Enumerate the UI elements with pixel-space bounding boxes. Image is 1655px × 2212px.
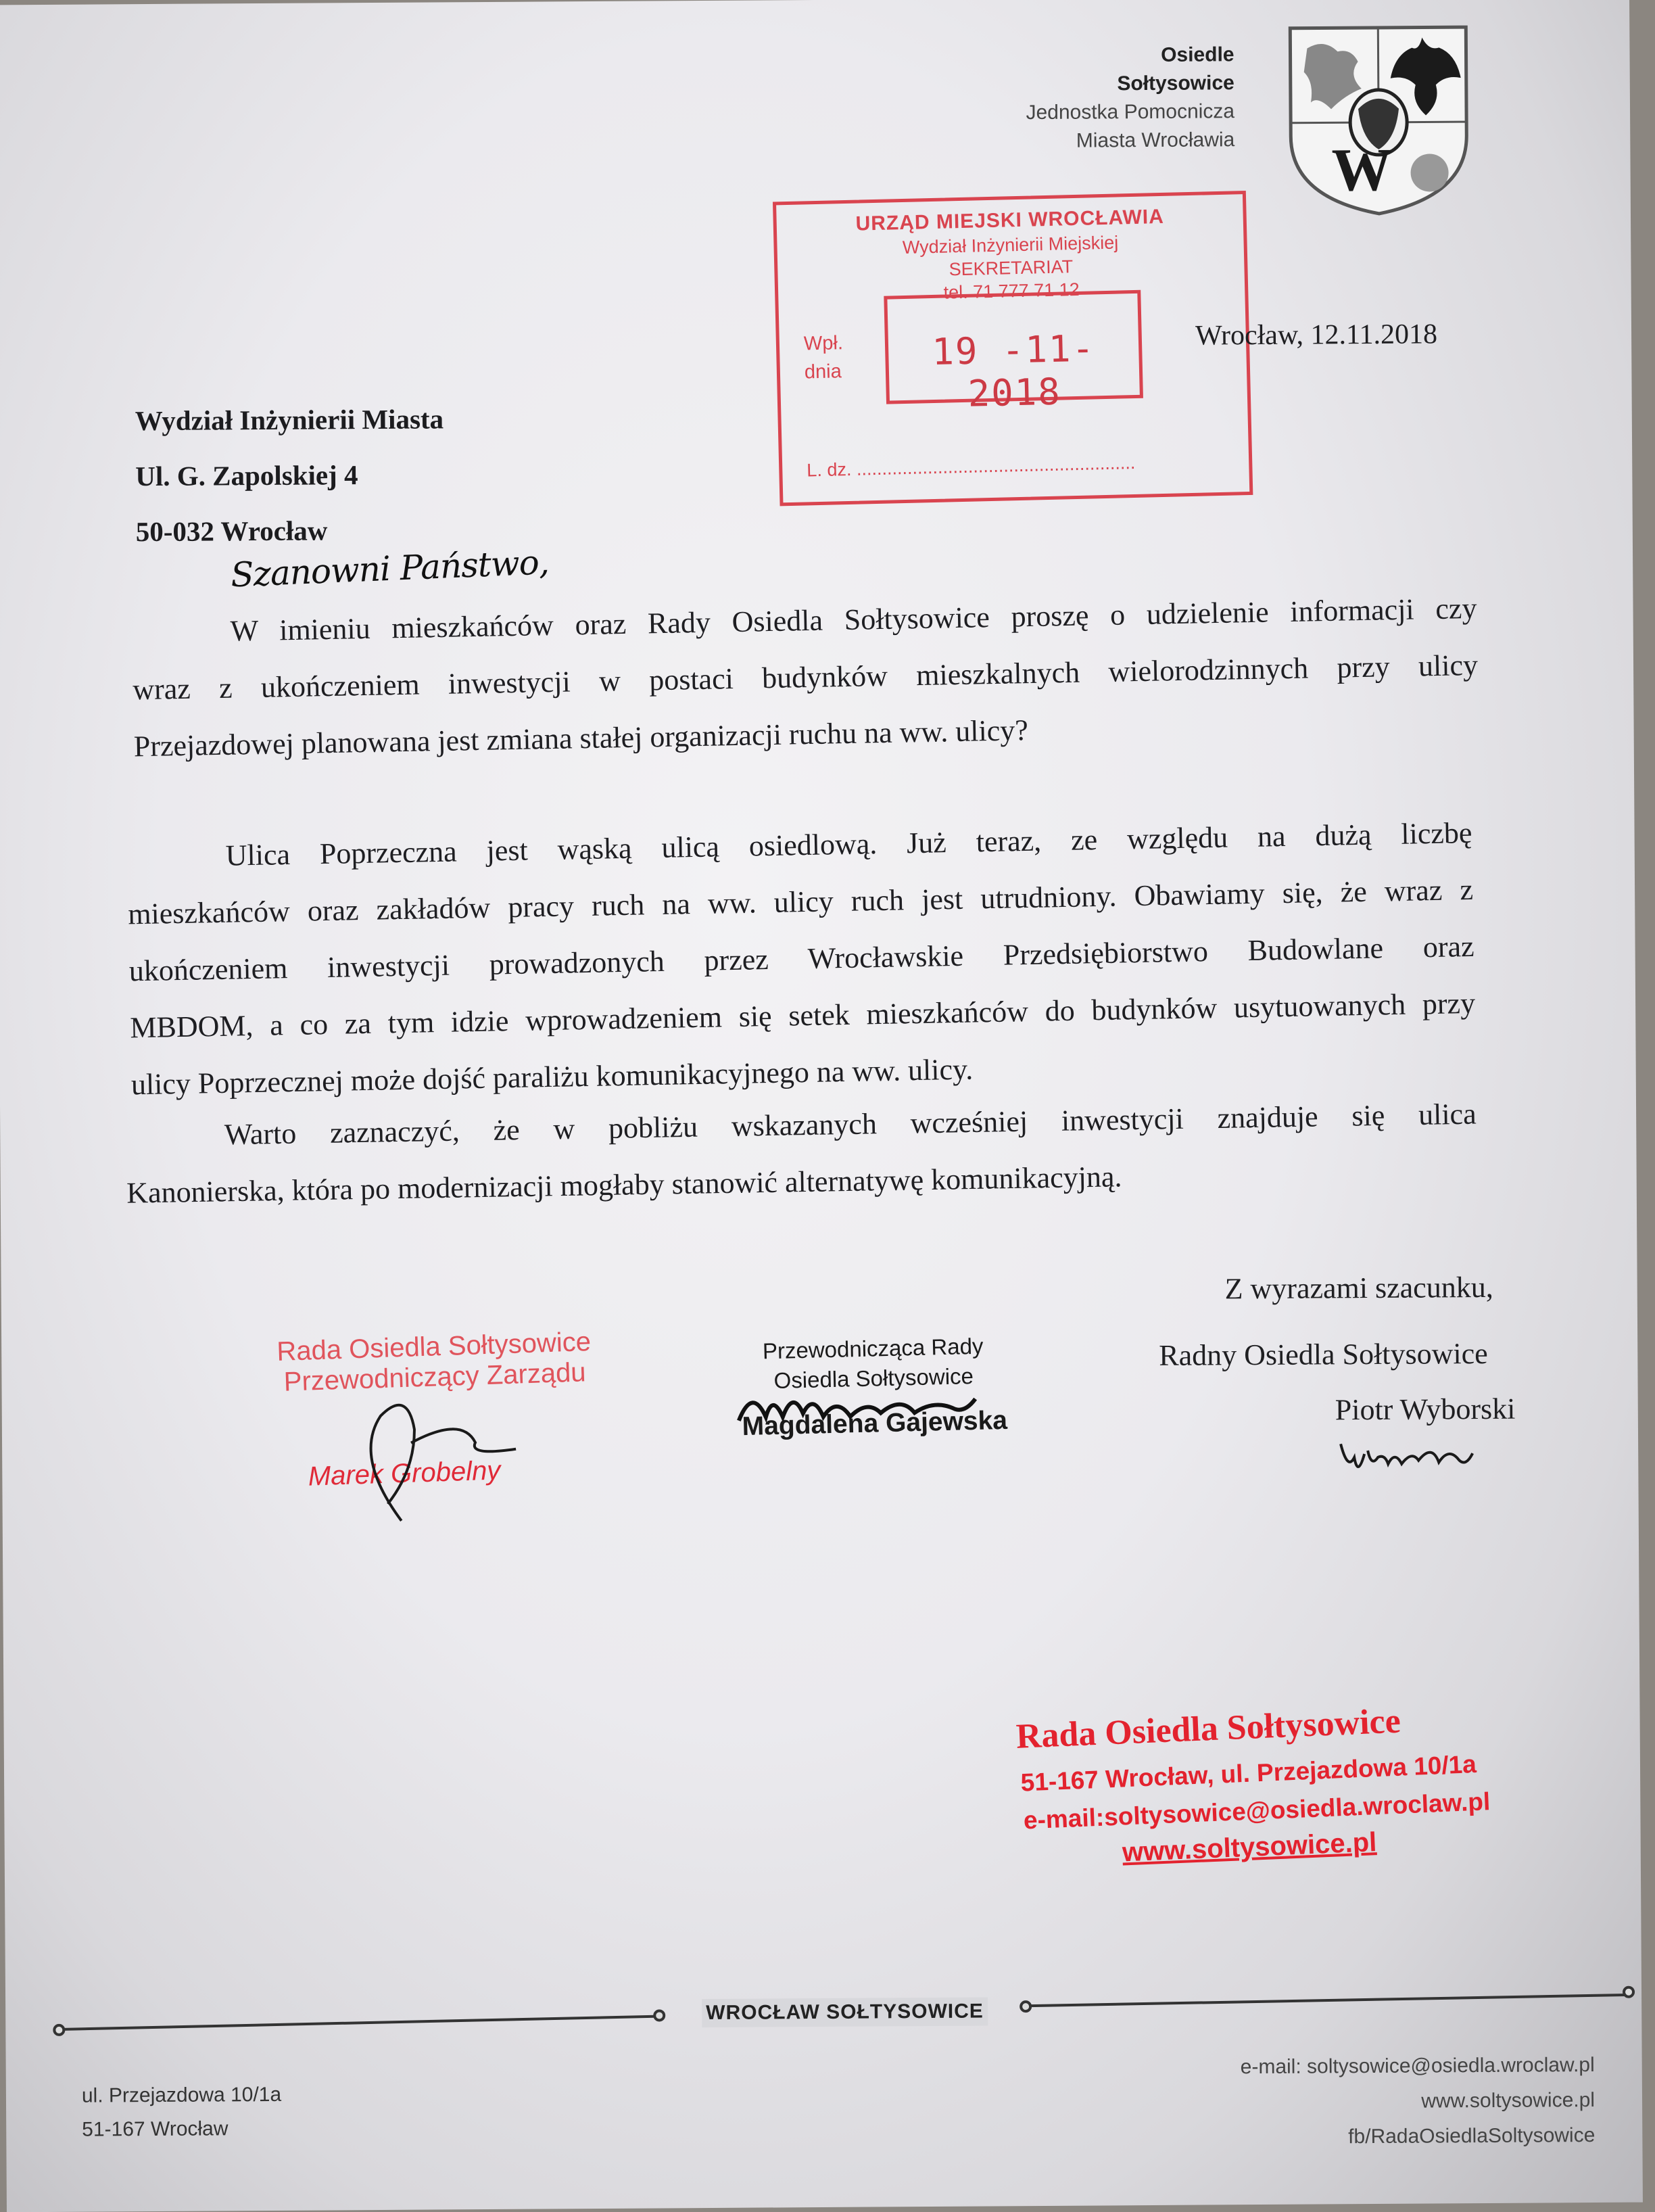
receipt-stamp-phone: tel. 71 777 71 12: [943, 279, 1080, 303]
receipt-stamp-office: SEKRETARIAT: [949, 256, 1074, 280]
footer-line-right: [1030, 1994, 1625, 2007]
stamp-council-address: 51-167 Wrocław, ul. Przejazdowa 10/1a: [1020, 1749, 1477, 1797]
recipient-line3: 50-032 Wrocław: [135, 515, 328, 548]
paragraph-3: [125, 1086, 1478, 1222]
closing-line3: Piotr Wyborski: [1335, 1392, 1516, 1427]
footer-fb: fb/RadaOsiedlaSoltysowice: [1348, 2124, 1596, 2148]
closing-line2: Radny Osiedla Sołtysowice: [1159, 1336, 1488, 1372]
stamp-council-www: www.soltysowice.pl: [1122, 1827, 1378, 1868]
stamp-middle-name: Magdalena Gajewska: [742, 1405, 1008, 1442]
p1-line3: Przejazdowej planowana jest zmiana stałej organizacji ruchu na ww. ulicy?: [133, 713, 1029, 763]
closing-line1: Z wyrazami szacunku,: [1224, 1270, 1493, 1306]
stamp-council: [1015, 1697, 1508, 1872]
footer-dot-mid-left: [653, 2009, 665, 2021]
signature-grobelny: [312, 1375, 529, 1525]
letterhead-line4: Miasta Wrocławia: [1076, 128, 1235, 152]
p2-line4: MBDOM, a co za tym idzie wprowadzeniem się setek mieszkańców do budynków usytuowanych przy: [129, 986, 1476, 1045]
footer-email: e-mail: soltysowice@osiedla.wroclaw.pl: [1240, 2054, 1595, 2079]
p3-line1: Warto zaznaczyć, że w pobliżu wskazanych wcześniej inwestycji znajduje się ulica: [224, 1097, 1477, 1152]
letterhead-line1: Osiedle: [1161, 43, 1234, 66]
received-label-1: Wpł.: [803, 332, 844, 355]
footer-address-2: 51-167 Wrocław: [82, 2117, 229, 2141]
letter-date: Wrocław, 12.11.2018: [1195, 319, 1438, 352]
p2-line3: ukończeniem inwestycji prowadzonych przez Wrocławskie Przedsiębiorstwo Budowlane oraz: [128, 929, 1474, 988]
recipient-line2: Ul. G. Zapolskiej 4: [135, 459, 358, 492]
letterhead-line2: Sołtysowice: [1117, 72, 1234, 95]
footer-dot-right: [1623, 1986, 1635, 1998]
recipient-line1: Wydział Inżynierii Miasta: [135, 403, 444, 437]
receipt-stamp-dept: Wydział Inżynierii Miejskiej: [902, 232, 1119, 258]
received-label-2: dnia: [804, 360, 842, 383]
stamp-left-name: Marek Grobelny: [308, 1455, 501, 1492]
paragraph-2: [126, 805, 1477, 1113]
letterhead-line3: Jednostka Pomocnicza: [1026, 100, 1235, 124]
p1-line1: W imieniu mieszkańców oraz Rady Osiedla Sołtysowice proszę o udzielenie informacji czy: [230, 591, 1477, 648]
received-date: 19 -11- 2018: [931, 327, 1096, 415]
stamp-council-email: e-mail:soltysowice@osiedla.wroclaw.pl: [1023, 1787, 1491, 1835]
p2-line5: ulicy Poprzecznej może dojść paraliżu komunikacyjnego na ww. ulicy.: [130, 1052, 974, 1102]
salutation-handwritten: Szanowni Państwo,: [230, 542, 550, 595]
p2-line2: mieszkańców oraz zakładów pracy ruch na ww. ulicy ruch jest utrudniony. Obawiamy się, że wraz z: [127, 872, 1474, 931]
ldz-label: L. dz. .......................................................: [806, 452, 1136, 481]
letterhead-text: [828, 41, 1234, 157]
footer-line-left: [64, 2015, 658, 2031]
p1-line2: wraz z ukończeniem inwestycji w postaci budynków mieszkalnych wielorodzinnych przy ulicy: [132, 648, 1479, 707]
p2-line1: Ulica Poprzeczna jest wąską ulicą osiedlową. Już teraz, ze względu na dużą liczbę: [225, 816, 1472, 872]
stamp-council-name: Rada Osiedla Sołtysowice: [1015, 1701, 1401, 1756]
p3-line2: Kanonierska, która po modernizacji mogłaby stanowić alternatywę komunikacyjną.: [126, 1160, 1122, 1210]
footer-www: www.soltysowice.pl: [1421, 2089, 1596, 2113]
paragraph-1: [131, 580, 1479, 775]
crest-letter: W: [1331, 136, 1393, 204]
footer-address-1: ul. Przejazdowa 10/1a: [81, 2083, 282, 2107]
receipt-stamp: [773, 191, 1253, 506]
signature-wyborski: [1337, 1430, 1479, 1484]
footer-center-label: WROCŁAW SOŁTYSOWICE: [702, 1997, 988, 2027]
stamp-left-line2: Przewodniczący Zarządu: [283, 1357, 587, 1397]
stamp-middle-line1: Przewodnicząca Rady: [762, 1333, 984, 1364]
signature-gajewska: [731, 1379, 982, 1441]
receipt-stamp-title: URZĄD MIEJSKI WROCŁAWIA: [855, 205, 1165, 235]
received-date-box: [884, 290, 1143, 415]
stamp-left-line1: Rada Osiedla Sołtysowice: [276, 1327, 592, 1367]
stamp-middle-line2: Osiedla Sołtysowice: [773, 1363, 974, 1393]
coat-of-arms-icon: [1283, 20, 1474, 218]
